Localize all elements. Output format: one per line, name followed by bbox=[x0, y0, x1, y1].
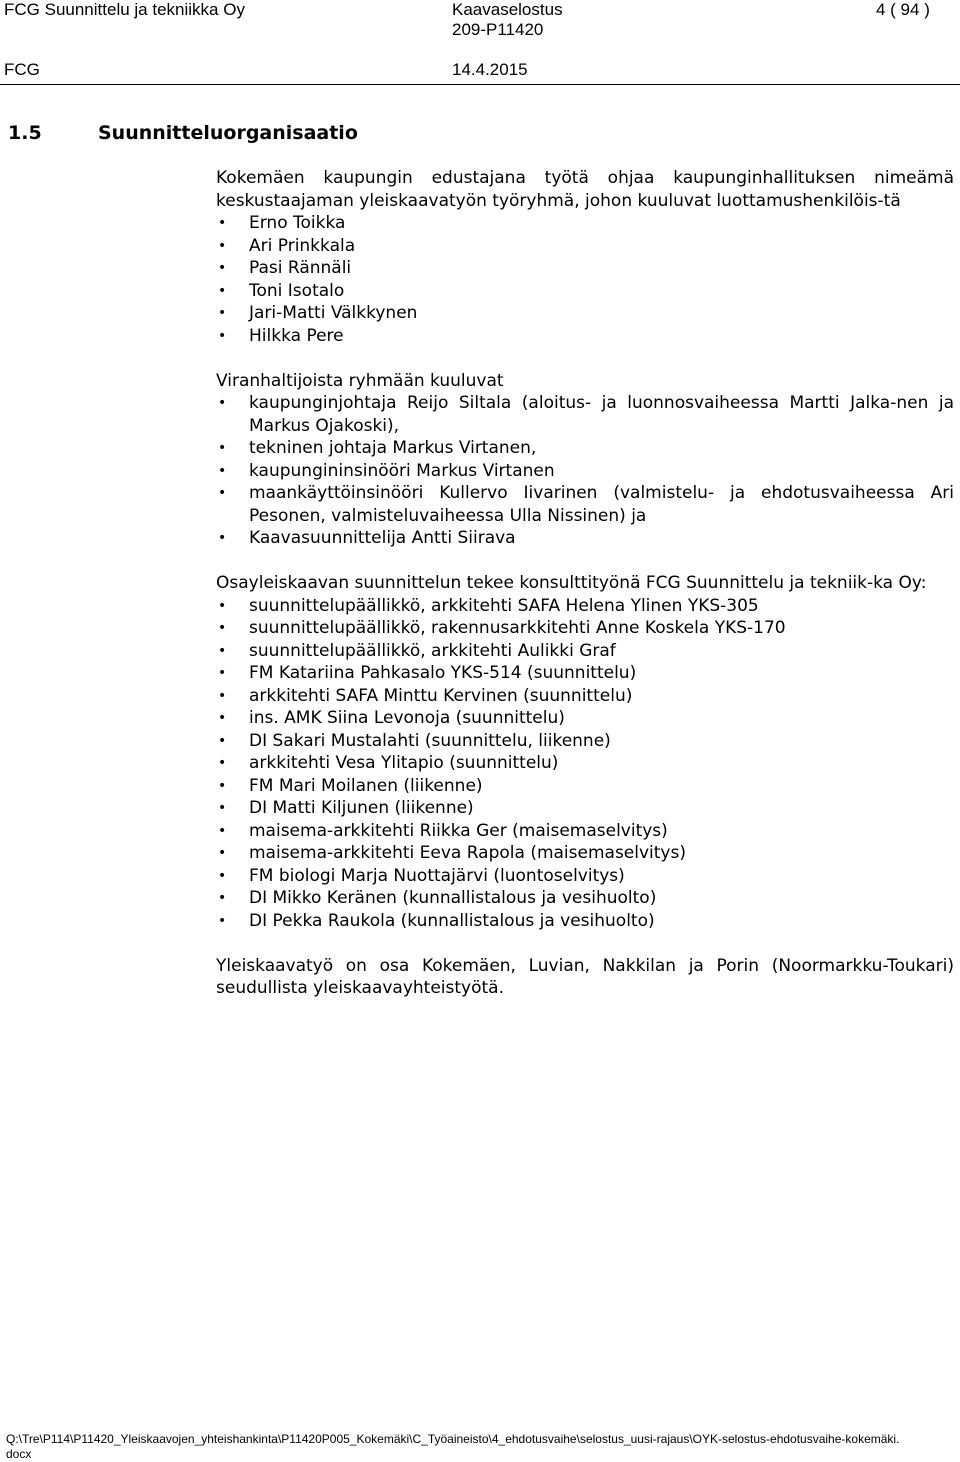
section-heading bbox=[8, 122, 358, 144]
consultant-list bbox=[216, 595, 954, 933]
section-number: 1.5 bbox=[8, 122, 42, 144]
list-item: • suunnittelupäällikkö, arkkitehti Aulikki Graf bbox=[216, 640, 954, 663]
list-item: • DI Matti Kiljunen (liikenne) bbox=[216, 797, 954, 820]
document-type: Kaavaselostus bbox=[452, 0, 563, 19]
list-item: • Hilkka Pere bbox=[216, 325, 954, 348]
paragraph-consultant: Osayleiskaavan suunnittelun tekee konsulttityönä FCG Suunnittelu ja tekniik-ka Oy: bbox=[216, 573, 927, 593]
list-item: • suunnittelupäällikkö, rakennusarkkitehti Anne Koskela YKS-170 bbox=[216, 617, 954, 640]
list-item: • maankäyttöinsinööri Kullervo Iivarinen (valmistelu- ja ehdotusvaiheessa Ari Pesonen, valmisteluvaiheessa Ulla Nissinen) ja bbox=[216, 482, 954, 527]
company-name: FCG Suunnittelu ja tekniikka Oy bbox=[4, 0, 245, 19]
list-item: • maisema-arkkitehti Eeva Rapola (maisemaselvitys) bbox=[216, 842, 954, 865]
page-number: 4 ( 94 ) bbox=[876, 0, 930, 19]
list-item: • Pasi Rännäli bbox=[216, 257, 954, 280]
document-date: 14.4.2015 bbox=[452, 60, 528, 79]
header-row-3 bbox=[0, 60, 960, 84]
list-item: • arkkitehti SAFA Minttu Kervinen (suunnittelu) bbox=[216, 685, 954, 708]
list-item: • FM Mari Moilanen (liikenne) bbox=[216, 775, 954, 798]
list-item: • Ari Prinkkala bbox=[216, 235, 954, 258]
list-item: • DI Sakari Mustalahti (suunnittelu, liikenne) bbox=[216, 730, 954, 753]
list-item: • Erno Toikka bbox=[216, 212, 954, 235]
list-item: • Toni Isotalo bbox=[216, 280, 954, 303]
header-row-2 bbox=[0, 20, 960, 44]
paragraph-cooperation: Yleiskaavatyö on osa Kokemäen, Luvian, Nakkilan ja Porin (Noormarkku-Toukari) seudullista yleiskaavayhteistyötä. bbox=[216, 955, 954, 998]
paragraph-committee: Kokemäen kaupungin edustajana työtä ohjaa kaupunginhallituksen nimeämä keskustaajaman yleiskaavatyön työryhmä, johon kuuluvat luottamushenkilöis-tä bbox=[216, 168, 954, 211]
list-item: • FM Katariina Pahkasalo YKS-514 (suunnittelu) bbox=[216, 662, 954, 685]
list-item: • DI Mikko Keränen (kunnallistalous ja vesihuolto) bbox=[216, 887, 954, 910]
list-item: • DI Pekka Raukola (kunnallistalous ja vesihuolto) bbox=[216, 910, 954, 933]
paragraph-officials: Viranhaltijoista ryhmään kuuluvat bbox=[216, 370, 504, 391]
section-title: Suunnitteluorganisaatio bbox=[98, 122, 358, 144]
project-number: 209-P11420 bbox=[452, 20, 544, 39]
document-body bbox=[216, 167, 954, 1000]
list-item: • FM biologi Marja Nuottajärvi (luontoselvitys) bbox=[216, 865, 954, 888]
list-item: • arkkitehti Vesa Ylitapio (suunnittelu) bbox=[216, 752, 954, 775]
officials-list bbox=[216, 392, 954, 550]
file-path-footer: Q:\Tre\P114\P11420_Yleiskaavojen_yhteishankinta\P11420P005_Kokemäki\C_Työaineisto\4_ehdotusvaihe\selostus_uusi-rajaus\OYK-selostus-ehdotusvaihe-kokemäki.docx bbox=[6, 1432, 900, 1461]
company-short: FCG bbox=[4, 60, 40, 79]
list-item: • kaupungininsinööri Markus Virtanen bbox=[216, 460, 954, 483]
list-item: • ins. AMK Siina Levonoja (suunnittelu) bbox=[216, 707, 954, 730]
list-item: • Jari-Matti Välkkynen bbox=[216, 302, 954, 325]
list-item: • tekninen johtaja Markus Virtanen, bbox=[216, 437, 954, 460]
list-item: • kaupunginjohtaja Reijo Siltala (aloitus- ja luonnosvaiheessa Martti Jalka-nen ja Markus Ojakoski), bbox=[216, 392, 954, 437]
header-divider bbox=[0, 84, 960, 85]
list-item: • maisema-arkkitehti Riikka Ger (maisemaselvitys) bbox=[216, 820, 954, 843]
list-item: • Kaavasuunnittelija Antti Siirava bbox=[216, 527, 954, 550]
trustee-list bbox=[216, 212, 954, 347]
list-item: • suunnittelupäällikkö, arkkitehti SAFA Helena Ylinen YKS-305 bbox=[216, 595, 954, 618]
